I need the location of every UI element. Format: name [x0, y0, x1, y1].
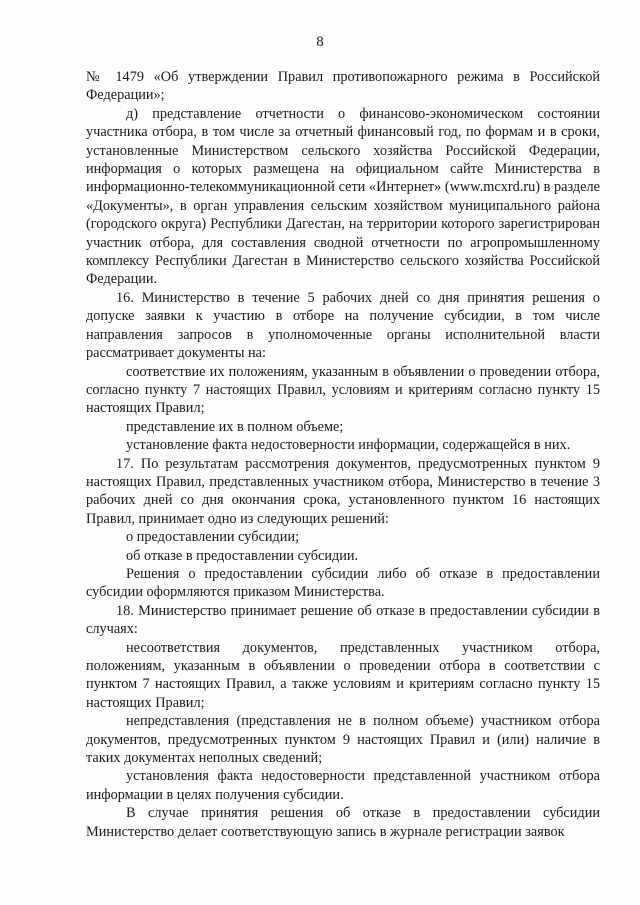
- paragraph-clause-17: 17. По результатам рассмотрения документов, предусмотренных пунктом 9 настоящих Правил, представленных участником отбора, Министерство в течение 3 рабочих дней со дня окончания срока, установленного пунктом 16 настоящих Правил, принимает одно из следующих решений:: [86, 455, 600, 527]
- paragraph-decision-refuse: об отказе в предоставлении субсидии.: [126, 547, 359, 564]
- paragraph-check-reliability: установление факта недостоверности информации, содержащейся в них.: [126, 437, 571, 454]
- paragraph-clause-16: 16. Министерство в течение 5 рабочих дней со дня принятия решения о допуске заявки к участию в отборе на получение субсидии, в том числе направления запросов в уполномоченные органы исполнительной власти рассматривает документы на:: [86, 289, 600, 362]
- document-body: [86, 68, 600, 841]
- paragraph-decision-grant: о предоставлении субсидии;: [126, 529, 300, 546]
- paragraph-check-compliance: соответствие их положениям, указанным в объявлении о проведении отбора, согласно пункту 7 настоящих Правил, условиям и критериям согласно пункту 15 настоящих Правил;: [86, 363, 600, 417]
- paragraph-continuation: № 1479 «Об утверждении Правил противопожарного режима в Российской Федерации»;: [86, 69, 600, 104]
- paragraph-clause-18: 18. Министерство принимает решение об отказе в предоставлении субсидии в случаях:: [86, 602, 600, 638]
- page-number: 8: [316, 34, 324, 50]
- paragraph-check-completeness: представление их в полном объеме;: [126, 418, 344, 435]
- paragraph-refusal-incomplete: непредставления (представления не в полном объеме) участником отбора документов, предусмотренных пунктом 9 настоящих Правил и (или) наличие в таких документах неполных сведений;: [86, 713, 600, 767]
- paragraph-refusal-unreliable: установления факта недостоверности представленной участником отбора информации в целях получения субсидии.: [86, 768, 600, 803]
- paragraph-decision-order: Решения о предоставлении субсидии либо об отказе в предоставлении субсидии оформляются приказом Министерства.: [86, 565, 600, 601]
- paragraph-refusal-record: В случае принятия решения об отказе в предоставлении субсидии Министерство делает соответствующую запись в журнале регистрации заявок: [86, 805, 600, 840]
- paragraph-item-d: д) представление отчетности о финансово-экономическом состоянии участника отбора, в том числе за отчетный финансовый год, по формам и в сроки, установленные Министерством сельского хозяйства Российской Федерации, информация о которых размещена на официальном сайте Министерства в информационно-телекоммуникационной сети «Интернет» (www.mcxrd.ru) в разделе «Документы», в орган управления сельским хозяйством муниципального района (городского округа) Республики Дагестан, на территории которого зарегистрирован участник отбора, для составления сводной отчетности по агропромышленному комплексу Республики Дагестан в Министерство сельского хозяйства Российской Федерации.: [86, 105, 600, 288]
- paragraph-refusal-noncompliance: несоответствия документов, представленных участником отбора, положениям, указанным в объявлении о проведении отбора в соответствии с пунктом 7 настоящих Правил, а также условиям и критериям согласно пункту 15 настоящих Правил;: [86, 639, 600, 711]
